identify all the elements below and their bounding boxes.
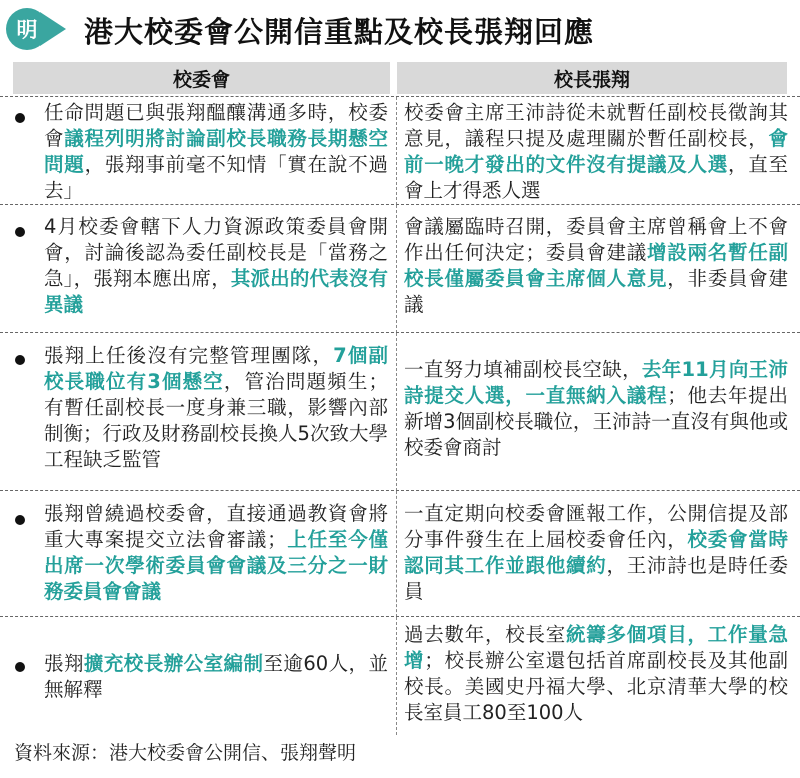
column-divider — [396, 205, 397, 333]
bullet-icon — [15, 113, 25, 123]
highlighted-text: 議程列明將討論副校長職務長期懸空問題 — [44, 127, 388, 176]
body-text: ，王沛詩也是時任委員 — [404, 554, 788, 603]
body-text: ；校長辦公室還包括首席副校長及其他副校長。美國史丹福大學、北京清華大學的校長室員工80至100人 — [404, 649, 788, 724]
body-text: ，直至會上才得悉人選 — [404, 153, 788, 202]
page-title: 港大校委會公開信重點及校長張翔回應 — [84, 15, 595, 49]
header — [0, 0, 800, 60]
body-text: ，管治問題頻生；有暫任副校長一度身兼三職，影響內部制衡；行政及財務副校長換人5次致大學工程缺乏監管 — [44, 370, 388, 471]
committee-point-2 — [44, 214, 388, 318]
president-reply-1 — [404, 100, 788, 204]
highlighted-text: 去年11月向王沛詩提交人選，一直無納入議程 — [404, 358, 788, 407]
body-text: 至逾60人，並無解釋 — [44, 652, 388, 701]
table-row — [0, 204, 800, 333]
highlighted-text: 擴充校長辦公室編制 — [83, 652, 264, 675]
body-text: ，張翔事前毫不知情「實在說不過去」 — [44, 153, 388, 202]
body-text: 過去數年，校長室 — [404, 623, 566, 646]
body-text: 會議屬臨時召開，委員會主席曾稱會上不會作出任何決定；委員會建議 — [404, 215, 788, 264]
column-header-row — [0, 62, 800, 94]
president-reply-2 — [404, 214, 788, 318]
highlighted-text: 其派出的代表沒有異議 — [44, 267, 388, 316]
bullet-icon — [15, 355, 25, 365]
table-row — [0, 332, 800, 491]
body-text: 4月校委會轄下人力資源政策委員會開會，討論後認為委任副校長是「當務之急」，張翔本應出席， — [44, 215, 388, 290]
table-row — [0, 616, 800, 735]
column-divider — [396, 97, 397, 205]
committee-point-1 — [44, 100, 388, 204]
body-text: 張翔曾繞過校委會，直接通過教資會將重大專案提交立法會審議； — [44, 502, 388, 551]
body-text: 任命問題已與張翔醞釀溝通多時，校委會 — [44, 101, 388, 150]
highlighted-text: 增設兩名暫任副校長僅屬委員會主席個人意見 — [404, 241, 788, 290]
bullet-icon — [15, 515, 25, 525]
highlighted-text: 7個副校長職位有3個懸空 — [44, 344, 388, 393]
bullet-icon — [15, 227, 25, 237]
column-divider — [396, 617, 397, 735]
president-reply-4 — [404, 501, 788, 605]
committee-point-3 — [44, 343, 388, 473]
president-reply-5 — [404, 622, 788, 726]
body-text: 校委會主席王沛詩從未就暫任副校長徵詢其意見，議程只提及處理關於暫任副校長， — [404, 101, 788, 150]
column-header-committee: 校委會 — [13, 62, 390, 94]
highlighted-text: 統籌多個項目，工作量急增 — [404, 623, 788, 672]
body-text: 張翔上任後沒有完整管理團隊， — [44, 344, 334, 367]
highlighted-text: 會前一晚才發出的文件沒有提議及人選 — [404, 127, 788, 176]
bullet-icon — [15, 662, 25, 672]
column-header-president: 校長張翔 — [397, 62, 787, 94]
column-divider — [396, 491, 397, 617]
table-row — [0, 96, 800, 205]
body-text: 一直努力填補副校長空缺， — [404, 358, 642, 381]
highlighted-text: 上任至今僅出席一次學術委員會會議及三分之一財務委員會會議 — [44, 528, 388, 603]
column-divider — [396, 333, 397, 491]
logo: 明 — [6, 8, 48, 50]
president-reply-3 — [404, 357, 788, 461]
body-text: 一直定期向校委會匯報工作，公開信提及部分事件發生在上屆校委會任內， — [404, 502, 788, 551]
body-text: 張翔 — [44, 652, 84, 675]
committee-point-4 — [44, 501, 388, 605]
source-note: 資料來源：港大校委會公開信、張翔聲明 — [14, 742, 357, 764]
body-text: ，非委員會建議 — [404, 267, 788, 316]
committee-point-5 — [44, 651, 388, 703]
table-row — [0, 490, 800, 617]
highlighted-text: 校委會當時認同其工作並跟他續約 — [404, 528, 788, 577]
body-text: ；他去年提出新增3個副校長職位，王沛詩一直沒有與他或校委會商討 — [404, 384, 788, 459]
